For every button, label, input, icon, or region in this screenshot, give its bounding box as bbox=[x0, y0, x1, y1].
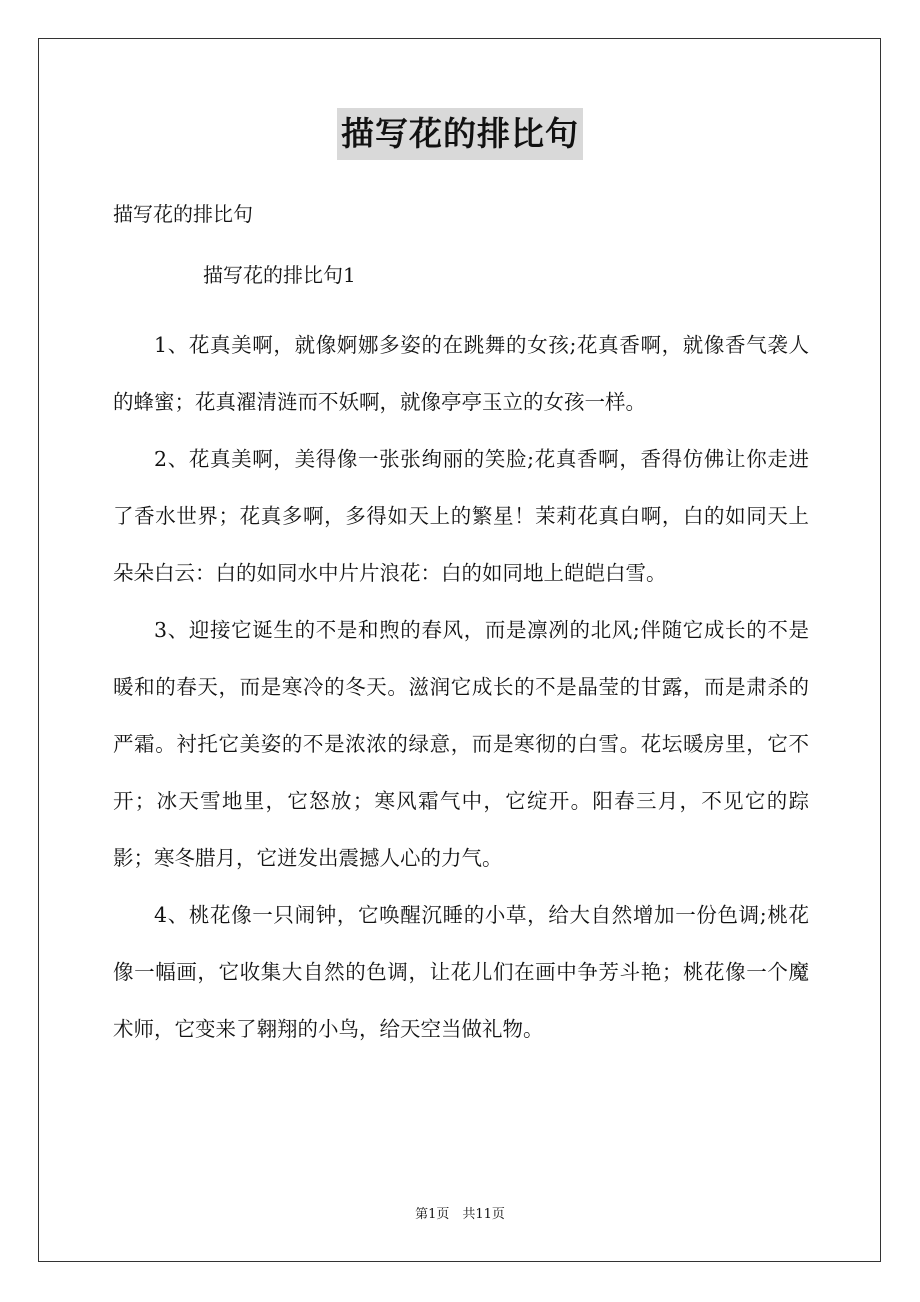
document-subtitle: 描写花的排比句 bbox=[113, 202, 253, 226]
section-heading: 描写花的排比句1 bbox=[203, 263, 356, 287]
paragraph-1: 1、花真美啊，就像婀娜多姿的在跳舞的女孩;花真香啊，就像香气袭人的蜂蜜；花真濯清涟而不妖啊，就像亭亭玉立的女孩一样。 bbox=[113, 333, 809, 414]
document-title: 描写花的排比句 bbox=[337, 108, 583, 160]
paragraph-2: 2、花真美啊，美得像一张张绚丽的笑脸;花真香啊，香得仿佛让你走进了香水世界；花真多啊，多得如天上的繁星！茉莉花真白啊，白的如同天上朵朵白云：白的如同水中片片浪花：白的如同地上皑皑白雪。 bbox=[113, 447, 809, 585]
paragraph-4: 4、桃花像一只闹钟，它唤醒沉睡的小草，给大自然增加一份色调;桃花像一幅画，它收集大自然的色调，让花儿们在画中争芳斗艳；桃花像一个魔术师，它变来了翱翔的小鸟，给天空当做礼物。 bbox=[113, 903, 809, 1041]
paragraph-3: 3、迎接它诞生的不是和煦的春风，而是凛冽的北风;伴随它成长的不是暖和的春天，而是寒冷的冬天。滋润它成长的不是晶莹的甘露，而是肃杀的严霜。衬托它美姿的不是浓浓的绿意，而是寒彻的白雪。花坛暖房里，它不开；冰天雪地里，它怒放；寒风霜气中，它绽开。阳春三月，不见它的踪影；寒冬腊月，它迸发出震撼人心的力气。 bbox=[113, 618, 809, 870]
title-container bbox=[0, 108, 920, 160]
body-content bbox=[113, 317, 809, 1058]
page-footer: 第1页 共11页 bbox=[415, 1207, 505, 1222]
